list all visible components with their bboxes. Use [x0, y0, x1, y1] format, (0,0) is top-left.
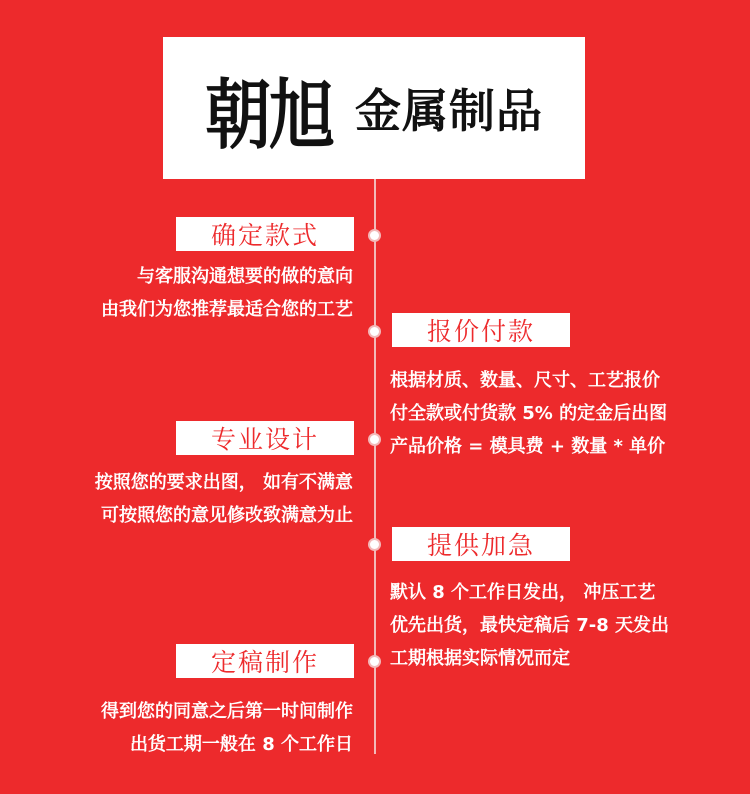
step-desc-line: 与客服沟通想要的做的意向: [137, 266, 353, 287]
step-desc-line: 出货工期一般在 8 个工作日: [129, 734, 353, 755]
step-title-rush-service: 提供加急: [392, 527, 570, 561]
step-desc-line: 工期根据实际情况而定: [390, 648, 570, 669]
timeline-dot: [368, 325, 381, 338]
step-title-quote-payment: 报价付款: [392, 313, 570, 347]
step-desc-quote-payment: [390, 364, 667, 463]
brand-header: [163, 37, 585, 179]
step-desc-line: 优先出货，最快定稿后 7-8 天发出: [390, 615, 670, 636]
timeline-dot: [368, 655, 381, 668]
step-desc-line: 根据材质、数量、尺寸、工艺报价: [390, 370, 660, 391]
step-desc-line: 产品价格 = 模具费 + 数量 * 单价: [390, 436, 666, 457]
step-desc-line: 付全款或付货款 5% 的定金后出图: [390, 403, 668, 424]
timeline-dot: [368, 433, 381, 446]
step-desc-line: 可按照您的意见修改致满意为止: [101, 505, 353, 526]
step-desc-confirm-style: [101, 260, 353, 326]
step-desc-line: 默认 8 个工作日发出， 冲压工艺: [390, 582, 656, 603]
brand-logo-text: 朝旭: [205, 70, 333, 160]
step-title-finalize-production: 定稿制作: [176, 644, 354, 678]
timeline-dot: [368, 229, 381, 242]
step-title-confirm-style: 确定款式: [176, 217, 354, 251]
step-desc-line: 得到您的同意之后第一时间制作: [101, 701, 353, 722]
step-desc-finalize-production: [101, 695, 353, 761]
step-title-professional-design: 专业设计: [176, 421, 354, 455]
step-desc-line: 按照您的要求出图， 如有不满意: [94, 472, 353, 493]
step-desc-line: 由我们为您推荐最适合您的工艺: [101, 299, 353, 320]
step-desc-professional-design: [95, 466, 353, 532]
step-desc-rush-service: [390, 576, 669, 675]
company-name: 金属制品: [355, 84, 543, 138]
timeline-dot: [368, 538, 381, 551]
